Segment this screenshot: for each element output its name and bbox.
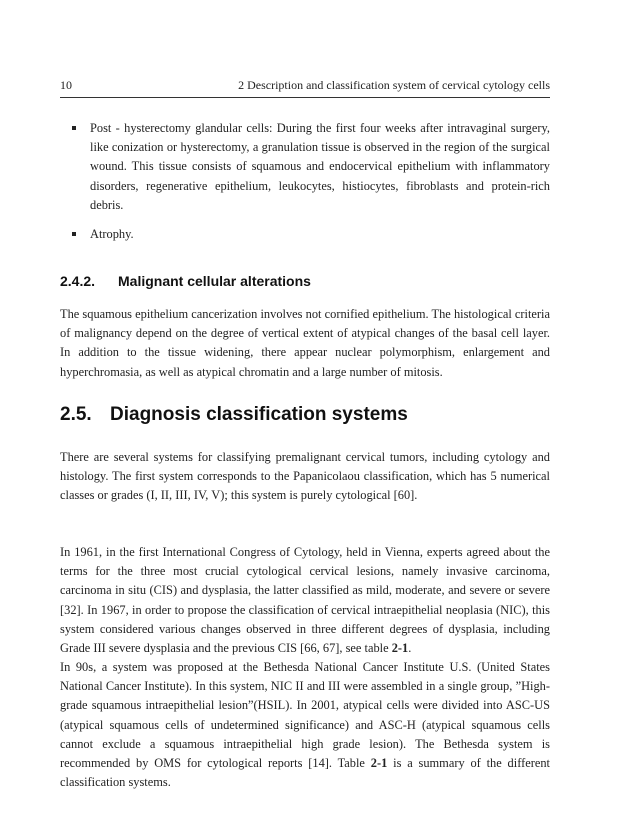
bullet-icon bbox=[72, 126, 76, 130]
subsection-number: 2.4.2. bbox=[60, 273, 96, 289]
section-heading bbox=[60, 404, 408, 426]
list-item-text: Atrophy. bbox=[90, 227, 134, 241]
running-title: 2 Description and classification system of cervical cytology cells bbox=[238, 78, 550, 92]
page-number: 10 bbox=[60, 78, 72, 92]
table-reference[interactable]: 2-1 bbox=[391, 641, 409, 656]
paragraph-1: There are several systems for classifying premalignant cervical tumors, including cytology and histology. The first system corresponds to the Papanicolaou classification, which has 5 numerical classes or grades (I, II, III, IV, V); this system is purely cytological [60]. bbox=[60, 450, 550, 503]
bullet-icon bbox=[72, 232, 76, 236]
paragraph-3 bbox=[60, 658, 550, 792]
paragraph-3-end: is a summary of the different classification systems. bbox=[60, 756, 550, 790]
table-reference[interactable]: 2-1 bbox=[370, 756, 388, 771]
list-item-text: Post - hysterectomy glandular cells: During the first four weeks after intravaginal surgery, like conization or hysterectomy, a granulation tissue is observed in the region of the surgical wound. This tissue consists of squamous and endocervical epithelium with inflammatory disorders, regenerative epithelium, leukocytes, histiocytes, fibroblasts and protein-rich debris. bbox=[90, 121, 550, 212]
section-number: 2.5. bbox=[60, 404, 92, 425]
list-item bbox=[72, 225, 550, 244]
paragraph-3-text: In 90s, a system was proposed at the Bethesda National Cancer Institute U.S. (United States National Cancer Institute). In this system, NIC II and III were assembled in a single group, ”High-grade squamous intraepithelial lesion”(HSIL). In 2001, atypical cells were divided into ASC-US (atypical squamous cells of undetermined significance) and ASC-H (atypical squamous cells cannot exclude a squamous intraepithelial high grade lesion). The Bethesda system is recommended by OMS for cytological reports [14]. Table bbox=[60, 660, 550, 771]
section-title: Diagnosis classification systems bbox=[110, 404, 408, 425]
subsection-title: Malignant cellular alterations bbox=[118, 273, 311, 289]
header-rule bbox=[60, 97, 550, 98]
paragraph-2-text: In 1961, in the first International Congress of Cytology, held in Vienna, experts agreed about the terms for the three most crucial cytological cervical lesions, namely invasive carcinoma, carcinoma in situ (CIS) and dysplasia, the latter classified as mild, moderate, and severe or severe [32]. In 1967, in order to propose the classification of cervical intraepithelial neoplasia (NIC), this system considered various changes observed in three different degrees of dysplasia, including Grade III severe dysplasia and the previous CIS [66, 67], see table bbox=[60, 545, 550, 656]
paragraph-malignant: The squamous epithelium cancerization involves not cornified epithelium. The histological criteria of malignancy depend on the degree of vertical extent of atypical changes of the basal cell layer. In addition to the tissue widening, there appear nuclear polymorphism, enlargement and hyperchromasia, as well as atypical chromatin and a large number of mitosis. bbox=[60, 307, 550, 379]
subsection-heading bbox=[60, 273, 311, 289]
list-item bbox=[72, 119, 550, 215]
paragraph-2 bbox=[60, 543, 550, 658]
running-header bbox=[60, 78, 550, 96]
paragraph-2-end: . bbox=[408, 641, 412, 656]
